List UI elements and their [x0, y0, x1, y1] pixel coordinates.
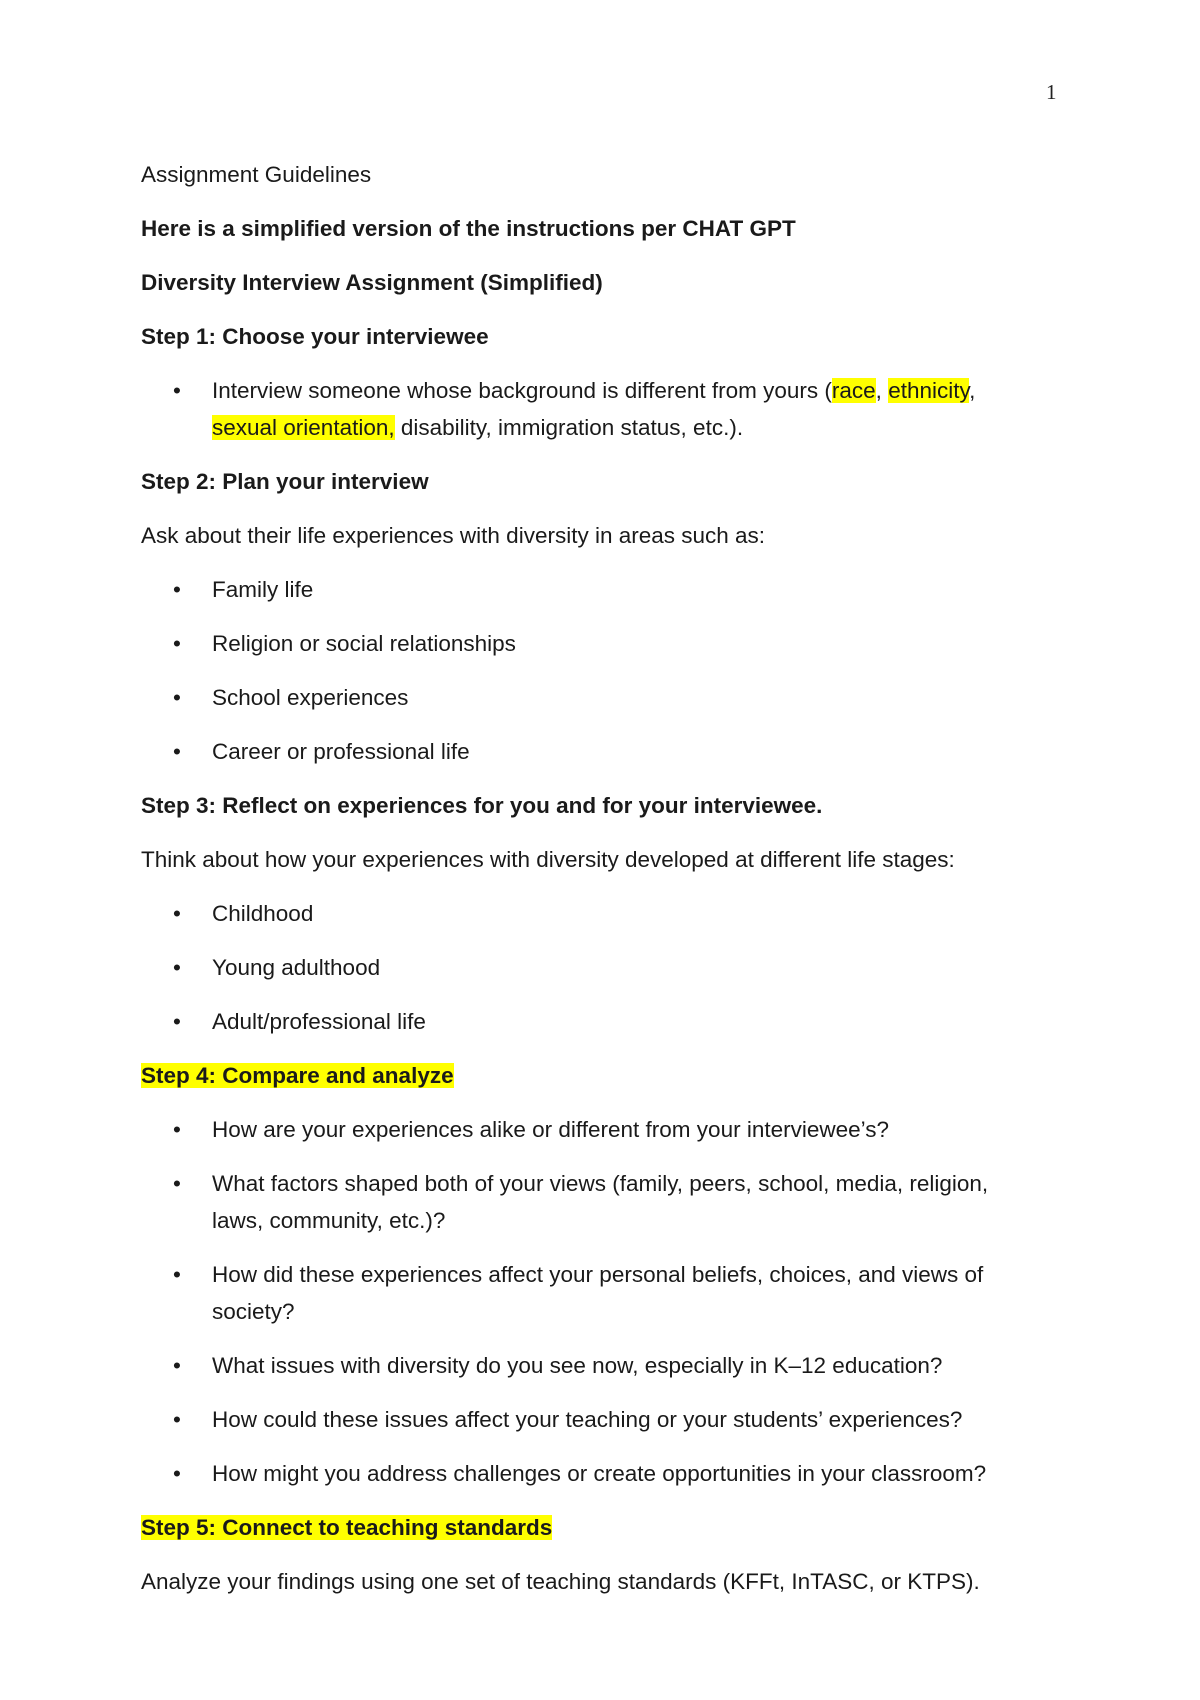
list-item: • Religion or social relationships: [141, 625, 1041, 662]
step1-bullet-prefix: Interview someone whose background is different from yours (: [212, 378, 832, 403]
step5-heading-highlight: Step 5: Connect to teaching standards: [141, 1515, 553, 1540]
step2-list: [141, 571, 1041, 770]
step4-heading: [141, 1057, 1041, 1094]
step4-list: [141, 1111, 1041, 1492]
intro-line: Here is a simplified version of the instructions per CHAT GPT: [141, 216, 796, 241]
step2-heading: Step 2: Plan your interview: [141, 469, 429, 494]
list-item: • What issues with diversity do you see now, especially in K–12 education?: [141, 1347, 1041, 1384]
page-number: 1: [1046, 80, 1057, 104]
step5-body: Analyze your findings using one set of teaching standards (KFFt, InTASC, or KTPS).: [141, 1569, 980, 1594]
step2-lead: Ask about their life experiences with diversity in areas such as:: [141, 523, 766, 548]
assignment-title: Diversity Interview Assignment (Simplified): [141, 270, 603, 295]
list-item: • How are your experiences alike or different from your interviewee’s?: [141, 1111, 1041, 1148]
step3-list: [141, 895, 1041, 1040]
list-item: • Career or professional life: [141, 733, 1041, 770]
document-body: [141, 156, 1041, 1617]
step5-heading: [141, 1509, 1041, 1546]
step3-lead: Think about how your experiences with diversity developed at different life stages:: [141, 847, 955, 872]
separator: ,: [875, 378, 889, 403]
list-item: • Adult/professional life: [141, 1003, 1041, 1040]
step3-heading: Step 3: Reflect on experiences for you and for your interviewee.: [141, 793, 823, 818]
highlight-race: race: [831, 378, 876, 403]
highlight-sexual-orientation: sexual orientation,: [212, 415, 395, 440]
separator: ,: [969, 378, 976, 403]
list-item: • How might you address challenges or create opportunities in your classroom?: [141, 1455, 1041, 1492]
step1-bullet-suffix: disability, immigration status, etc.).: [394, 415, 744, 440]
list-item: • School experiences: [141, 679, 1041, 716]
list-item: • How did these experiences affect your personal beliefs, choices, and views of society?: [141, 1256, 1041, 1330]
list-item: • Family life: [141, 571, 1041, 608]
list-item: • Childhood: [141, 895, 1041, 932]
highlight-ethnicity: ethnicity: [888, 378, 970, 403]
step4-heading-highlight: Step 4: Compare and analyze: [141, 1063, 454, 1088]
list-item: • What factors shaped both of your views (family, peers, school, media, religion, laws, community, etc.)?: [141, 1165, 1041, 1239]
step1-heading: Step 1: Choose your interviewee: [141, 324, 489, 349]
list-item: • How could these issues affect your teaching or your students’ experiences?: [141, 1401, 1041, 1438]
list-item: • Young adulthood: [141, 949, 1041, 986]
step1-list: [141, 372, 1041, 446]
document-title: Assignment Guidelines: [141, 162, 372, 187]
list-item: [141, 372, 1041, 446]
